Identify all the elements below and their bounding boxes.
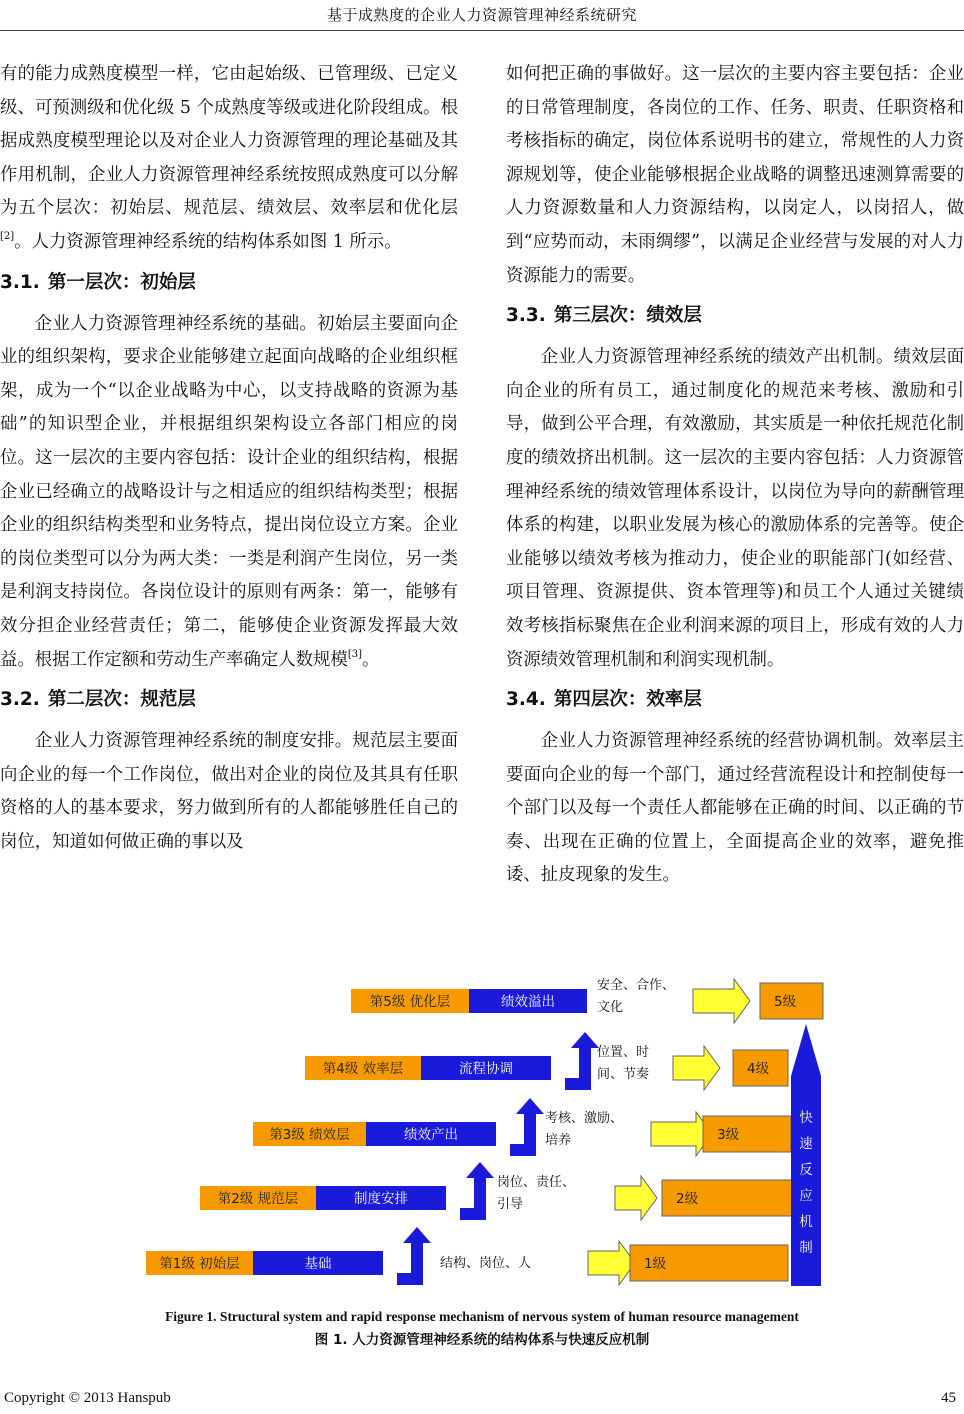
yellow-arrow-4: [673, 1046, 720, 1090]
annotation-5-line2: 文化: [597, 1000, 624, 1015]
annotation-5-line1: 安全、合作、: [597, 978, 676, 993]
mechanism-char-6: 制: [799, 1240, 813, 1256]
yellow-arrow-2: [615, 1176, 657, 1220]
mechanism-label-5: 绩效溢出: [501, 994, 555, 1010]
copyright: Copyright © 2013 Hanspub: [4, 1390, 171, 1406]
citation-3[interactable]: [3]: [347, 648, 362, 660]
structure-diagram: [130, 976, 850, 1296]
annotation-1-line1: 结构、岗位、人: [440, 1256, 532, 1271]
annotation-2-line1: 岗位、责任、: [497, 1175, 576, 1190]
section-3-3-body: 企业人力资源管理神经系统的绩效产出机制。绩效层面向企业的所有员工，通过制度化的规范来考核、激励和引导，做到公平合理，有效激励，其实质是一种依托规范化制度的绩效挤出机制。这一层次的主要内容包括：人力资源管理神经系统的绩效管理体系设计，以岗位为导向的薪酬管理体系的构建，以职业发展为核心的激励体系的完善等。使企业能够以绩效考核为推动力，使企业的职能部门(如经营、项目管理、资源提供、资本管理等)和员工个人通过关键绩效考核指标聚焦在企业利润来源的项目上，形成有效的人力资源绩效管理机制和利润实现机制。: [506, 347, 964, 670]
section-3-2-body: 企业人力资源管理神经系统的制度安排。规范层主要面向企业的每一个工作岗位，做出对企业的岗位及其具有任职资格的人的基本要求，努力做到所有的人都能够胜任自己的岗位，知道如何做正确的事以及: [0, 731, 458, 852]
mechanism-label-4: 流程协调: [459, 1061, 513, 1077]
bent-arrow-2: [460, 1162, 494, 1220]
annotation-3-line1: 考核、激励、: [545, 1111, 624, 1126]
level-label-4: 4级: [747, 1061, 770, 1077]
section-3-2-heading: 3.2. 第二层次：规范层: [0, 689, 196, 711]
annotation-4-line1: 位置、时: [597, 1045, 650, 1060]
bent-arrow-4: [565, 1032, 599, 1090]
yellow-arrow-5: [693, 979, 750, 1023]
mechanism-label-3: 绩效产出: [404, 1127, 458, 1143]
bent-arrow-3: [510, 1098, 544, 1156]
mechanism-label-2: 制度安排: [354, 1191, 408, 1207]
section-3-4-body: 企业人力资源管理神经系统的经营协调机制。效率层主要面向企业的每一个部门，通过经营流程设计和控制使每一个部门以及每一个责任人都能够在正确的时间、以正确的节奏、出现在正确的位置上，全面提高企业的效率，避免推诿、扯皮现象的发生。: [506, 731, 964, 886]
mechanism-char-4: 应: [799, 1188, 813, 1204]
level-label-5: 5级: [774, 994, 797, 1010]
section-3-3-heading: 3.3. 第三层次：绩效层: [506, 305, 702, 327]
figure-1: [130, 976, 850, 1296]
section-3-4-heading: 3.4. 第四层次：效率层: [506, 689, 702, 711]
level-label-2: 2级: [676, 1191, 699, 1207]
stage-label-2: 第2级 规范层: [217, 1191, 299, 1207]
section-3-2-continued: 如何把正确的事做好。这一层次的主要内容主要包括：企业的日常管理制度，各岗位的工作、任务、职责、任职资格和考核指标的确定，岗位体系说明书的建立，常规性的人力资源规划等，使企业能够根据企业战略的调整迅速测算需要的人力资源数量和人力资源结构，以岗定人，以岗招人，做到“应势而动，未雨绸缪”，以满足企业经营与发展的对人力资源能力的需要。: [506, 64, 964, 286]
bent-arrow-1: [397, 1227, 431, 1285]
intro-paragraph: 有的能力成熟度模型一样，它由起始级、已管理级、已定义级、可预测级和优化级 5 个成熟度等级或进化阶段组成。根据成熟度模型理论以及对企业人力资源管理的理论基础及其作用机制，企业人力资源管理神经系统按照成熟度可以分解为五个层次：初始层、规范层、绩效层、效率层和优化层[2]。人力资源管理神经系统的结构体系如图 1 所示。: [0, 64, 458, 252]
figure-caption-en: Figure 1. Structural system and rapid response mechanism of nervous system of human resource management: [165, 1309, 799, 1324]
stage-label-5: 第5级 优化层: [369, 994, 451, 1010]
mechanism-char-3: 反: [799, 1162, 813, 1178]
yellow-arrow-1: [588, 1241, 635, 1285]
annotation-2-line2: 引导: [497, 1197, 524, 1212]
level-label-1: 1级: [644, 1256, 667, 1272]
header-rule: [0, 30, 964, 31]
left-column: [0, 58, 458, 859]
section-3-1-heading: 3.1. 第一层次：初始层: [0, 271, 196, 293]
running-header: 基于成熟度的企业人力资源管理神经系统研究: [326, 6, 637, 24]
mechanism-char-2: 速: [799, 1136, 813, 1152]
mechanism-label-1: 基础: [304, 1256, 332, 1272]
figure-caption-zh: 图 1. 人力资源管理神经系统的结构体系与快速反应机制: [314, 1332, 650, 1348]
stage-label-1: 第1级 初始层: [159, 1256, 240, 1272]
level-label-3: 3级: [717, 1127, 740, 1143]
stage-label-4: 第4级 效率层: [322, 1061, 404, 1077]
annotation-4-line2: 间、节奏: [597, 1067, 650, 1082]
citation-2[interactable]: [2]: [0, 230, 15, 242]
section-3-1-body: 企业人力资源管理神经系统的基础。初始层主要面向企业的组织架构，要求企业能够建立起面向战略的企业组织框架，成为一个“以企业战略为中心，以支持战略的资源为基础”的知识型企业，并根据组织架构设立各部门相应的岗位。这一层次的主要内容包括：设计企业的组织结构，根据企业已经确立的战略设计与之相适应的组织结构类型；根据企业的组织结构类型和业务特点，提出岗位设立方案。企业的岗位类型可以分为两大类：一类是利润产生岗位，另一类是利润支持岗位。各岗位设计的原则有两条：第一，能够有效分担企业经营责任；第二，能够使企业资源发挥最大效益。根据工作定额和劳动生产率确定人数规模[3]。: [0, 313, 458, 670]
mechanism-char-5: 机: [799, 1214, 813, 1230]
annotation-3-line2: 培养: [545, 1133, 572, 1148]
page-number: 45: [941, 1390, 956, 1406]
mechanism-char-1: 快: [799, 1110, 813, 1126]
right-column: [506, 58, 964, 893]
stage-label-3: 第3级 绩效层: [269, 1127, 350, 1143]
